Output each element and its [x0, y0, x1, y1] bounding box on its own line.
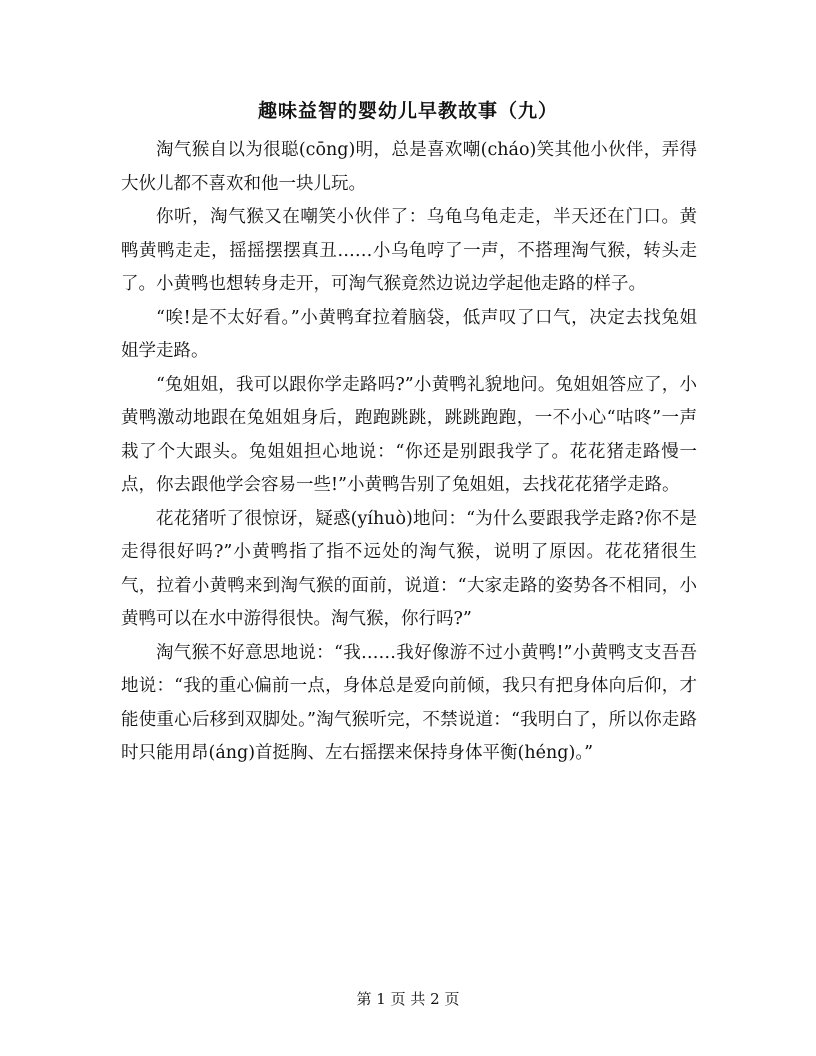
paragraph-2: 你听，淘气猴又在嘲笑小伙伴了：乌龟乌龟走走，半天还在门口。黄鸭黄鸭走走，摇摇摆摆真丑……小乌龟哼了一声，不搭理淘气猴，转头走了。小黄鸭也想转身走开，可淘气猴竟然边说边学起他走路的样子。: [121, 207, 697, 294]
story-body: [121, 134, 697, 771]
page-footer: [0, 988, 816, 1009]
paragraph-3: “唉!是不太好看。”小黄鸭耷拉着脑袋，低声叹了口气，决定去找兔姐姐学走路。: [121, 307, 697, 361]
paragraph-5: 花花猪听了很惊讶，疑惑(yíhuò)地问：“为什么要跟我学走路?你不是走得很好吗?”小黄鸭指了指不远处的淘气猴，说明了原因。花花猪很生气，拉着小黄鸭来到淘气猴的面前，说道：“大家走路的姿势各不相同，小黄鸭可以在水中游得很快。淘气猴，你行吗?”: [121, 508, 697, 629]
paragraph-4: “兔姐姐，我可以跟你学走路吗?”小黄鸭礼貌地问。兔姐姐答应了，小黄鸭激动地跟在兔姐姐身后，跑跑跳跳，跳跳跑跑，一不小心“咕咚”一声栽了个大跟头。兔姐姐担心地说：“你还是别跟我学了。花花猪走路慢一点，你去跟他学会容易一些!”小黄鸭告别了兔姐姐，去找花花猪学走路。: [121, 374, 697, 495]
page-number-label: 第 1 页 共 2 页: [356, 990, 460, 1008]
page-title: 趣味益智的婴幼儿早教故事（九）: [257, 100, 558, 122]
paragraph-1: 淘气猴自以为很聪(cōng)明，总是喜欢嘲(cháo)笑其他小伙伴，弄得大伙儿都不喜欢和他一块儿玩。: [121, 140, 697, 194]
paragraph-6: 淘气猴不好意思地说：“我……我好像游不过小黄鸭!”小黄鸭支支吾吾地说：“我的重心偏前一点，身体总是爱向前倾，我只有把身体向后仰，才能使重心后移到双脚处。”淘气猴听完，不禁说道：“我明白了，所以你走路时只能用昂(áng)首挺胸、左右摇摆来保持身体平衡(héng)。”: [121, 642, 697, 763]
